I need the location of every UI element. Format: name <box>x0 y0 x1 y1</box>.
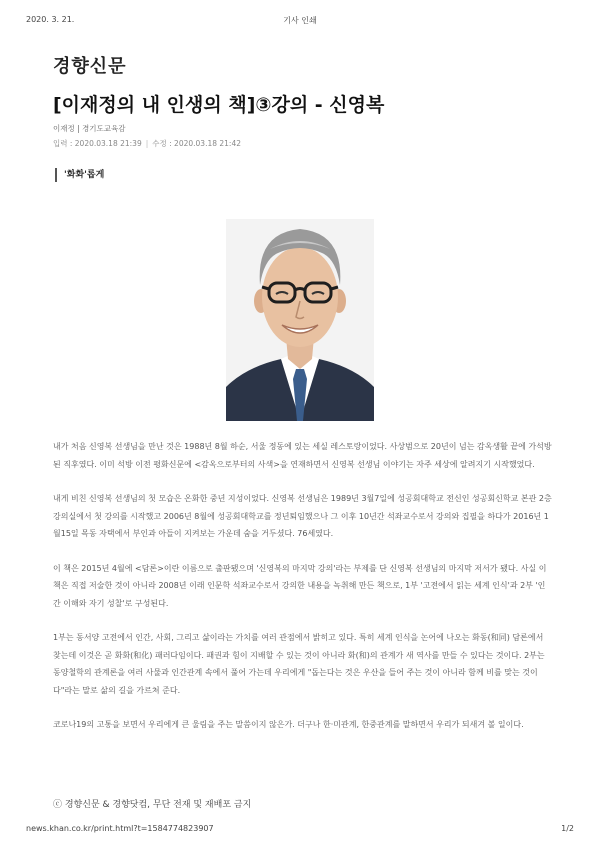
author-photo <box>226 219 374 421</box>
article-body <box>53 438 553 751</box>
article-dates <box>53 138 241 149</box>
date-separator: | <box>145 139 149 148</box>
print-url: news.khan.co.kr/print.html?t=1584774823907 <box>26 824 214 833</box>
article-paragraph: 내가 처음 신영복 선생님을 만난 것은 1988년 8월 하순, 서울 정동에 있는 세실 레스토랑이었다. 사상범으로 20년이 넘는 감옥생활 끝에 가석방된 직후였다. 이미 석방 이전 평화신문에 <감옥으로부터의 사색>을 연재하면서 신영복 선생님 이야기는 자주 세상에 알려지기 시작했었다. <box>53 442 552 469</box>
newspaper-logo: 경향신문 <box>53 56 127 77</box>
article-headline: [이재정의 내 인생의 책]③강의 - 신영복 <box>53 94 385 116</box>
article-paragraph: 내게 비친 신영복 선생님의 첫 모습은 온화한 중년 지성이었다. 신영복 선생님은 1989년 3월7일에 성공회대학교 전신인 성공회신학교 본관 2층 강의실에서 첫 강의를 시작했고 2006년 8월에 성공회대학교를 정년퇴임했으나 그 이후 10년간 석좌교수로서 강의와 집필을 하다가 2016년 1월15일 목동 자택에서 부인과 아들이 지켜보는 가운데 숨을 거두셨다. 76세였다. <box>53 494 552 538</box>
print-header <box>0 0 600 40</box>
published-date: 입력 : 2020.03.18 21:39 <box>53 139 142 148</box>
modified-date: 수정 : 2020.03.18 21:42 <box>152 139 241 148</box>
page-number: 1/2 <box>561 824 574 833</box>
copyright-notice: ⓒ 경향신문 & 경향닷컴, 무단 전재 및 재배포 금지 <box>53 800 252 810</box>
article-paragraph: 1부는 동서양 고전에서 인간, 사회, 그리고 삶이라는 가치를 여러 관점에서 밝히고 있다. 특히 세계 인식을 논어에 나오는 화동(和同) 담론에서 찾는데 이것은 곧 화화(和化) 패러다임이다. 패권과 힘이 지배할 수 있는 것이 아니라 화(和)의 관계가 새 역사를 만들 수 있다는 것이다. 2부는 동양철학의 관계론을 여러 사물과 인간관계 속에서 풀어 가는데 우리에게 "돕는다는 것은 우산을 들어 주는 것이 아니라 함께 비를 맞는 것이다"라는 말로 삶의 길을 가르쳐 준다. <box>53 633 545 695</box>
article-paragraph: 이 책은 2015년 4월에 <담론>이란 이름으로 출판됐으며 '신영복의 마지막 강의'라는 부제를 단 신영복 선생님의 마지막 저서가 됐다. 사실 이 책은 직접 저술한 것이 아니라 2008년 이래 인문학 석좌교수로서 강의한 내용을 녹취해 만든 책으로, 1부 '고전에서 읽는 세계 인식'과 2부 '인간 이해와 자기 성찰'로 구성된다. <box>53 563 547 608</box>
section-label: '화화'롭게 <box>55 168 104 182</box>
article-byline: 이재정 | 경기도교육감 <box>53 124 126 133</box>
portrait-illustration <box>226 219 374 421</box>
print-title: 기사 인쇄 <box>283 16 317 25</box>
article-paragraph: 코로나19의 고통을 보면서 우리에게 큰 울림을 주는 말씀이지 않은가. 더구나 한·미관계, 한중관계를 말하면서 우리가 되새겨 볼 일이다. <box>53 720 524 729</box>
print-date: 2020. 3. 21. <box>26 15 75 24</box>
